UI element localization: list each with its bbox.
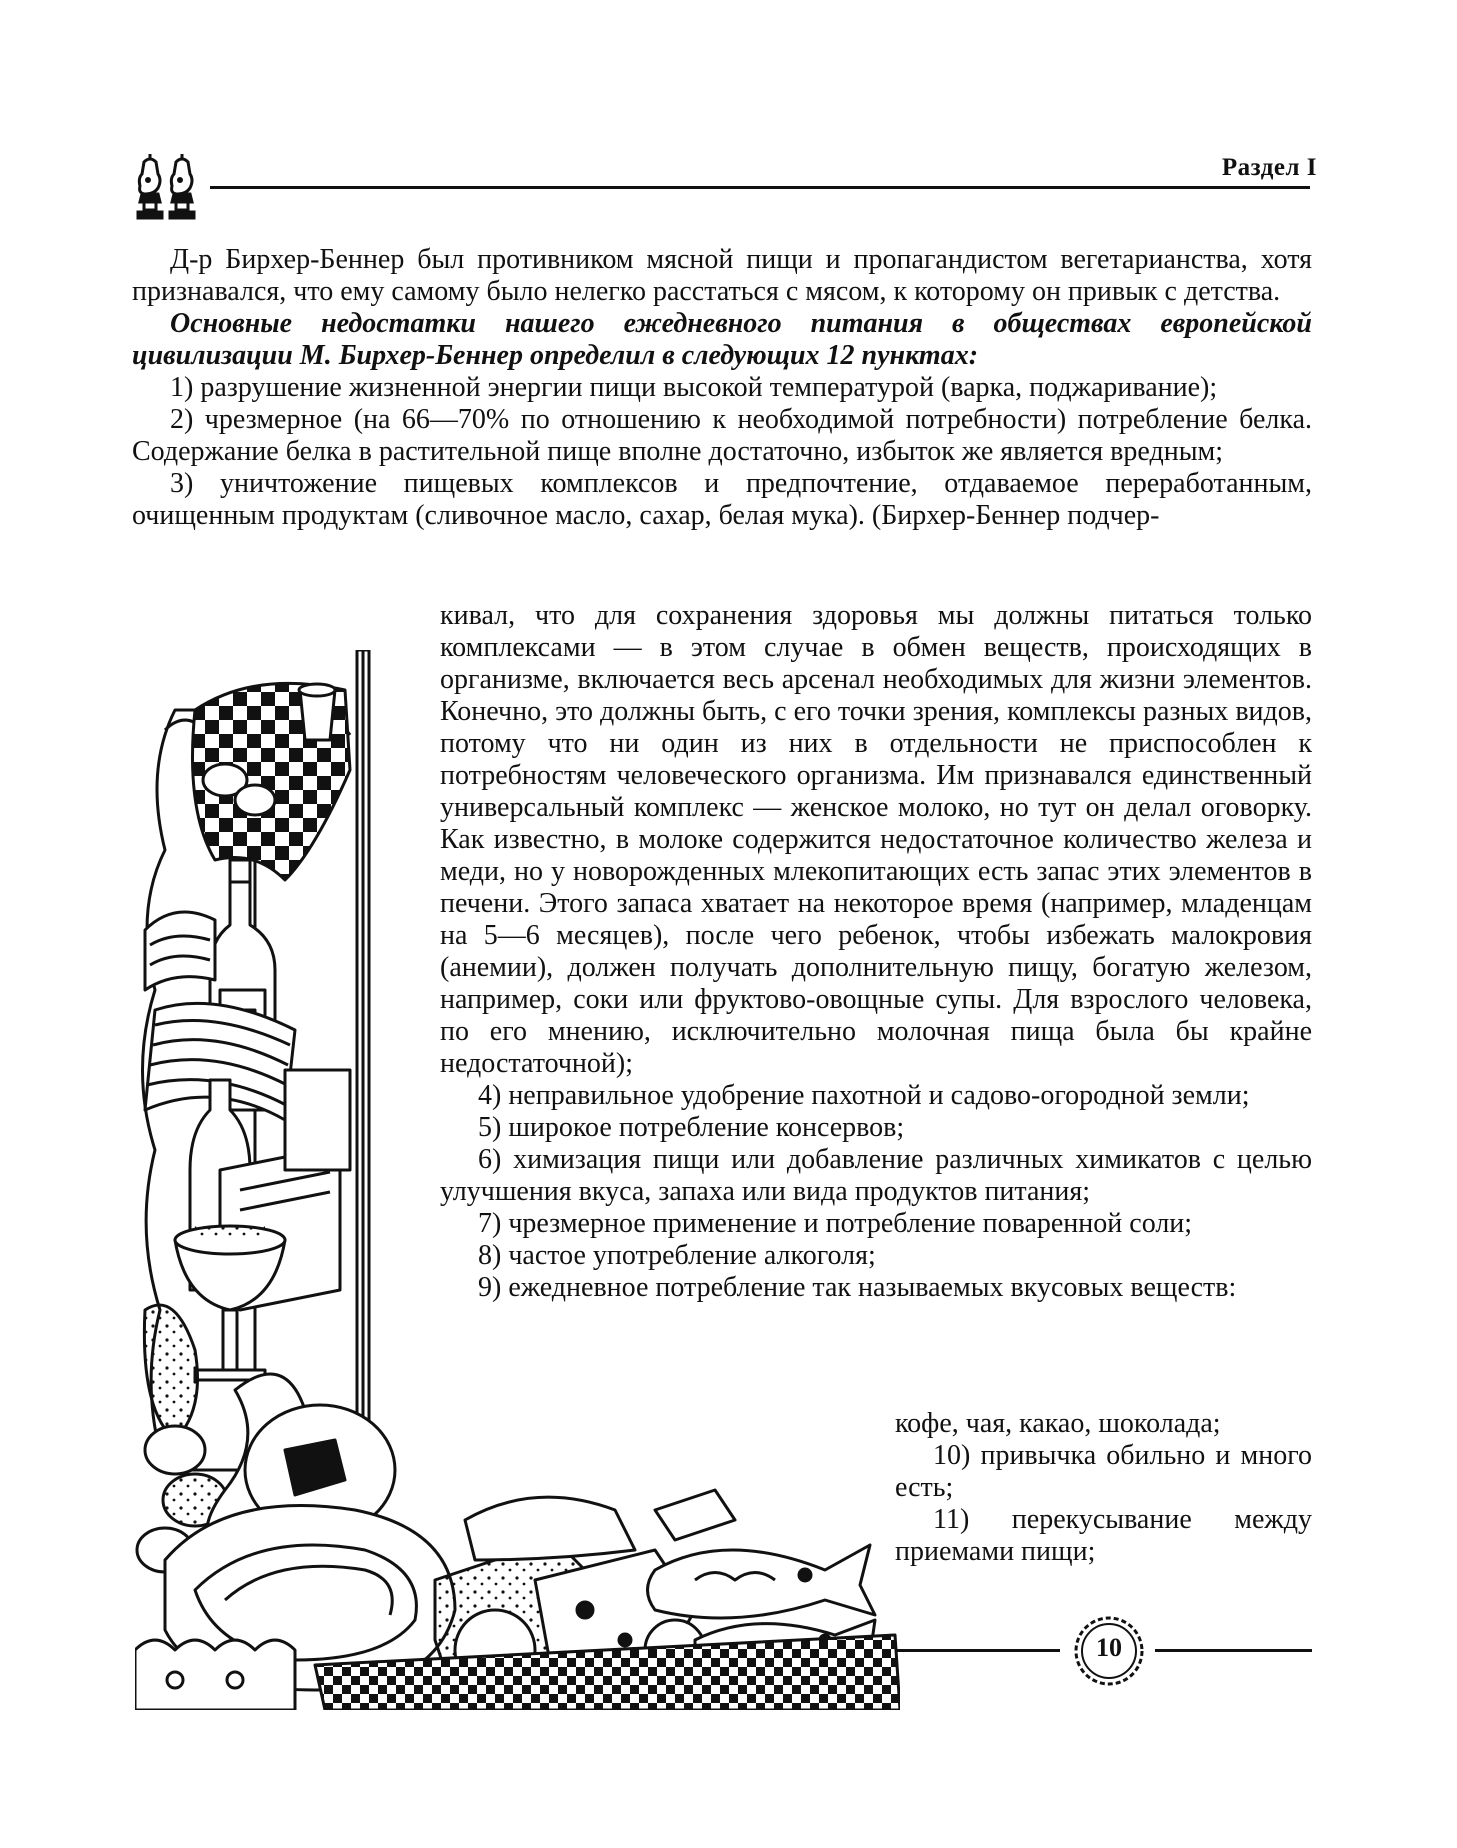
header-rule (210, 186, 1310, 189)
salt-pepper-shakers-icon (132, 150, 204, 222)
list-item-2: 2) чрезмерное (на 66—70% по отношению к необходимой потребности) потребление белка. Содержание белка в растительной пище вполне достаточно, избыток же является вредным; (132, 404, 1312, 467)
list-item-5: 5) широкое потребление консервов; (478, 1112, 905, 1143)
list-item-10: 10) привычка обильно и много есть; (895, 1440, 1312, 1503)
list-item-4: 4) неправильное удобрение пахотной и садово-огородной земли; (478, 1080, 1250, 1111)
list-item-6: 6) химизация пищи или добавление различных химикатов с целью улучшения вкуса, запаха или вида продуктов питания; (440, 1144, 1312, 1207)
list-item-3: 3) уничтожение пищевых комплексов и предпочтение, отдаваемое переработанным, очищенным продуктам (сливочное масло, сахар, белая мука). (Бирхер-Беннер подчер- (132, 468, 1312, 531)
food-still-life-illustration (135, 650, 900, 1710)
section-label: Раздел I (1221, 154, 1317, 181)
list-item-8: 8) частое употребление алкоголя; (478, 1240, 876, 1271)
footer-rule-right (1155, 1649, 1312, 1652)
list-item-7: 7) чрезмерное применение и потребление поваренной соли; (478, 1208, 1193, 1239)
page-number: 10 (1096, 1633, 1122, 1662)
list-item-9: 9) ежедневное потребление так называемых вкусовых веществ: (478, 1272, 1237, 1303)
paragraph-intro-italic: Основные недостатки нашего ежедневного питания в обществах европейской цивилизации М. Бирхер-Беннер определил в следующих 12 пунктах: (132, 308, 1312, 371)
footer-rule-left (895, 1649, 1060, 1652)
body-text-top (132, 244, 1312, 532)
list-item-3-continued: кивал, что для сохранения здоровья мы должны питаться только комплексами — в этом случае в обмен веществ, происходящих в организме, включается весь арсенал необходимых для жизни элементов. Конечно, это должны быть, с его точки зрения, комплексы разных видов, потому что ни один из них в отдельности не приспособлен к потребностям человеческого организма. Им признавался единственный универсальный комплекс — женское молоко, но тут он делал оговорку. Как известно, в молоке содержится недостаточное количество железа и меди, но у новорожденных млекопитающих есть запас этих элементов в печени. Этого запаса хватает на некоторое время (например, младенцам на 5—6 месяцев), после чего ребенок, чтобы избежать малокровия (анемии), должен получать дополнительную пищу, богатую железом, например, соки или фруктово-овощные супы. Для взрослого человека, по его мнению, исключительно молочная пища была бы крайне недостаточной); (440, 600, 1312, 1079)
list-item-11: 11) перекусывание между приемами пищи; (895, 1504, 1312, 1567)
paragraph-intro: Д-р Бирхер-Беннер был противником мясной пищи и пропагандистом вегетарианства, хотя признавался, что ему самому было нелегко расстаться с мясом, к которому он привык с детства. (132, 244, 1312, 307)
list-item-1: 1) разрушение жизненной энергии пищи высокой температурой (варка, поджаривание); (170, 372, 1218, 403)
body-text-narrow-column (895, 1408, 1312, 1568)
list-item-9-continued: кофе, чая, какао, шоколада; (895, 1408, 1221, 1439)
